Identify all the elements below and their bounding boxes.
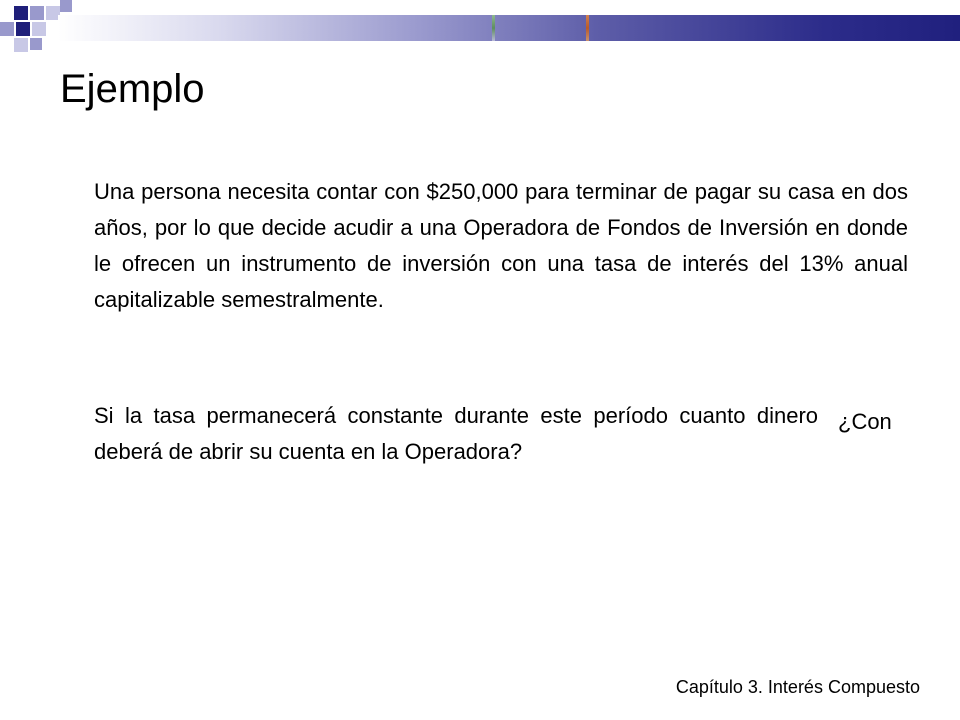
corner-square <box>16 22 30 36</box>
question-fragment: ¿Con <box>838 409 892 434</box>
header-accent-mark <box>586 15 589 41</box>
header-gradient-bar <box>58 15 960 41</box>
slide-title: Ejemplo <box>60 67 205 111</box>
corner-square <box>14 6 28 20</box>
corner-square <box>14 38 28 52</box>
question-paragraph: Si la tasa permanecerá constante durante este período cuanto dinero deberá de abrir su cuenta en la Operadora? <box>94 403 818 464</box>
corner-square <box>30 38 42 50</box>
problem-paragraph: Una persona necesita contar con $250,000 para terminar de pagar su casa en dos años, por lo que decide acudir a una Operadora de Fondos de Inversión en donde le ofrecen un instrumento de inversión con una tasa de interés del 13% anual capitalizable semestralmente. <box>94 179 908 312</box>
corner-square <box>30 6 44 20</box>
corner-square <box>0 22 14 36</box>
corner-square <box>60 0 72 12</box>
corner-square <box>32 22 46 36</box>
slide-footer: Capítulo 3. Interés Compuesto <box>675 677 920 697</box>
header-accent-mark <box>492 15 495 41</box>
